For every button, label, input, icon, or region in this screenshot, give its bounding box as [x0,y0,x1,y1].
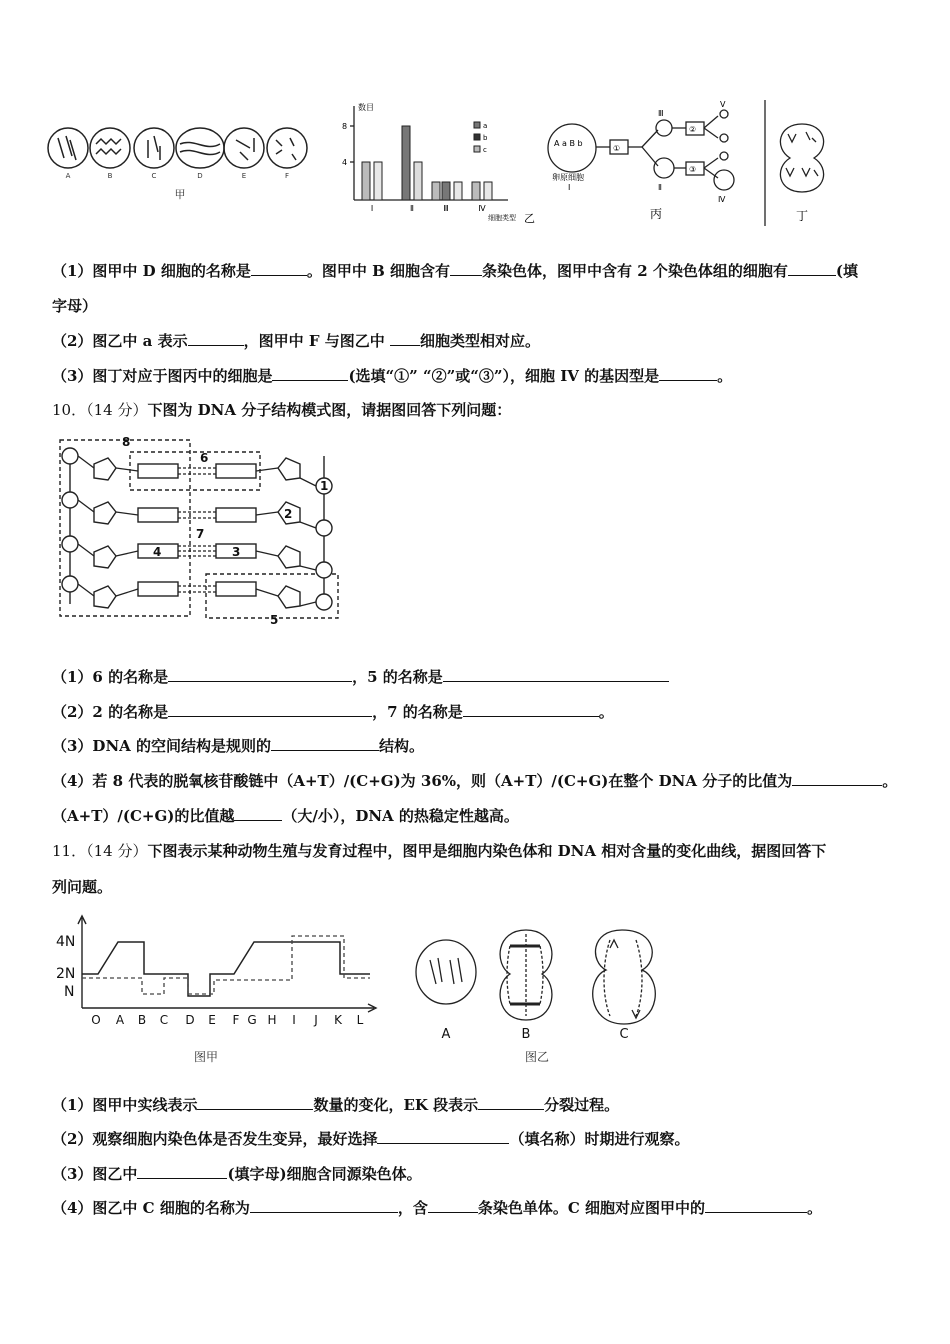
cell-letter: D [197,172,203,180]
bar [362,162,370,200]
q9-1-text: (填 [835,262,859,280]
cell-letter: B [107,172,113,180]
legend-swatch [474,134,480,140]
x-tick: D [185,1013,195,1027]
bar [442,182,450,200]
q10-4-text: （4）若 8 代表的脱氧核苷酸链中（A+T）/(C+G)为 36%，则（A+T）/(C+G)在整个 DNA 分子的比值为 [52,772,793,790]
answer-blank[interactable] [168,666,352,682]
q10-1-text: （1）6 的名称是 [52,668,169,686]
dashed-line-curve [82,936,370,994]
answer-blank[interactable] [168,701,372,717]
answer-blank[interactable] [463,701,599,717]
q11-heading-2 [52,876,910,898]
q9-1-text: （1）图甲中 D 细胞的名称是 [52,262,251,280]
q11-4-text: （4）图乙中 C 细胞的名称为 [52,1199,250,1217]
q11-2-text: （填名称）时期进行观察。 [509,1130,690,1148]
roman-label: Ⅰ [568,183,571,192]
figure-label-bing: 丙 [650,207,663,221]
q10-line-4 [52,770,910,792]
q11-1-text: 数量的变化，EK 段表示 [313,1096,479,1114]
question-stem: 列问题。 [52,878,113,896]
y-tick: N [64,984,75,1000]
q11-heading [52,840,910,862]
y-axis-label: 数目 [358,103,374,112]
dna-label-2: 2 [284,507,293,521]
dna-label-5: 5 [270,613,279,627]
x-tick: K [334,1013,342,1027]
x-tick: J [314,1013,318,1027]
cell-label-b: B [521,1027,531,1042]
q9-line-1b [52,295,910,317]
q10-line-3 [52,735,910,757]
legend-label: a [483,122,488,130]
answer-blank[interactable] [272,365,348,381]
q9-line-1 [52,260,910,282]
legend-swatch [474,122,480,128]
dna-label-1: 1 [320,479,329,493]
answer-blank[interactable] [659,365,717,381]
q10-3-text: （3）DNA 的空间结构是规则的 [52,737,272,755]
answer-blank[interactable] [788,260,836,276]
figure-bing-oogenesis [540,98,770,226]
answer-blank[interactable] [705,1197,807,1213]
answer-blank[interactable] [443,666,669,682]
q9-3-text: （3）图丁对应于图丙中的细胞是 [52,367,273,385]
x-tick: L [356,1013,364,1027]
solid-line-curve [82,942,370,996]
roman-label: Ⅲ [658,109,664,118]
question-number: 11．（14 分） [52,842,148,860]
q11-2-text: （2）观察细胞内染色体是否发生变异，最好选择 [52,1130,378,1148]
bar [484,182,492,200]
question-stem: 下图为 DNA 分子结构模式图，请据图回答下列问题： [147,401,512,419]
x-tick: B [137,1013,147,1027]
x-tick: A [115,1013,125,1027]
roman-label: Ⅳ [718,195,726,204]
q10-5-text: （大/小），DNA 的热稳定性越高。 [282,807,519,825]
cell-letter: C [151,172,157,180]
q11-line-2 [52,1128,910,1150]
q10-line-2 [52,701,910,723]
figure-yi-bar-chart [338,100,538,225]
q10-2-text: （2）2 的名称是 [52,703,169,721]
answer-blank[interactable] [450,260,482,276]
q9-1-text: 条染色体，图甲中含有 2 个染色体组的细胞有 [482,262,788,280]
q10-2-text: ，7 的名称是 [372,703,463,721]
q9-2-text: 细胞类型相对应。 [419,332,540,350]
x-tick: G [247,1013,257,1027]
q10-line-5 [52,805,910,827]
q10-5-text: （A+T）/(C+G)的比值越 [52,807,235,825]
dna-label-4: 4 [153,545,162,559]
x-tick: I [292,1013,296,1027]
x-tick: H [267,1013,277,1027]
answer-blank[interactable] [188,330,244,346]
y-tick: 4 [342,158,348,167]
dna-label-6: 6 [200,451,209,465]
x-tick: Ⅲ [443,204,449,213]
q10-3-text: 结构。 [379,737,425,755]
graph-caption: 图甲 [194,1050,219,1064]
q9-line-3 [52,365,910,387]
x-tick: F [232,1013,240,1027]
q9-3-text: (选填“①” “②”或“③”），细胞 IV 的基因型是 [348,367,660,385]
x-tick: C [159,1013,169,1027]
gene-label: A a B b [554,139,583,148]
question-stem: 下图表示某种动物生殖与发育过程中，图甲是细胞内染色体和 DNA 相对含量的变化曲线，据图回答下 [147,842,827,860]
figure-ding-cell [772,118,832,224]
answer-blank[interactable] [250,1197,398,1213]
answer-blank[interactable] [234,805,282,821]
q11-4-text: 。 [807,1199,823,1217]
legend-label: b [483,134,488,142]
q11-1-text: 分裂过程。 [544,1096,620,1114]
cell-name-label: 卵原细胞 [552,173,584,182]
legend-swatch [474,146,480,152]
figure-label-ding: 丁 [796,209,809,223]
bar [472,182,480,200]
bar [414,162,422,200]
q11-1-text: （1）图甲中实线表示 [52,1096,198,1114]
answer-blank[interactable] [792,770,882,786]
q10-4-text: 。 [882,772,898,790]
answer-blank[interactable] [137,1163,227,1179]
figure-dna-structure [56,434,356,628]
bar [432,182,440,200]
figure-label-jia: 甲 [174,188,186,201]
x-tick: Ⅱ [410,204,414,213]
y-tick: 8 [342,122,348,131]
q10-1-text: ，5 的名称是 [352,668,443,686]
figure-jia-cells [44,122,314,202]
cell-letter: F [284,172,290,180]
q9-line-2 [52,330,910,352]
x-tick: Ⅰ [370,204,374,213]
q9-2-text: ，图甲中 F 与图乙中 [243,332,390,350]
question-number: 10．（14 分） [52,401,148,419]
q11-3-text: (填字母)细胞含同源染色体。 [227,1165,422,1183]
q11-line-3 [52,1163,910,1185]
dna-label-7: 7 [196,527,205,541]
q9-1-text: 字母） [52,297,98,315]
answer-blank[interactable] [197,1094,313,1110]
step-label: ③ [689,165,697,174]
answer-blank[interactable] [390,330,420,346]
q9-3-text: 。 [717,367,733,385]
figure-yi-cells [410,920,680,1045]
cell-letter: A [65,172,71,180]
q11-line-1 [52,1094,910,1116]
cells-caption: 图乙 [525,1050,550,1064]
x-axis-label: 细胞类型 [488,214,516,222]
x-tick: E [208,1013,216,1027]
dna-label-3: 3 [232,545,241,559]
answer-blank[interactable] [377,1128,509,1144]
q9-1-text: 。图甲中 B 细胞含有 [306,262,451,280]
q10-heading [52,399,910,421]
answer-blank[interactable] [251,260,307,276]
roman-label: Ⅴ [720,100,726,109]
bar [454,182,462,200]
cell-letter: E [241,172,247,180]
q10-line-1 [52,666,910,688]
bar [374,162,382,200]
q11-line-4 [52,1197,910,1219]
cell-label-a: A [441,1027,451,1042]
y-tick: 4N [56,934,76,950]
cell-label-c: C [619,1027,629,1042]
dna-label-8: 8 [122,435,131,449]
answer-blank[interactable] [271,735,379,751]
q11-4-text: 条染色单体。C 细胞对应图甲中的 [477,1199,706,1217]
figure-label-yi: 乙 [524,212,535,225]
legend-label: c [483,146,487,154]
q9-2-text: （2）图乙中 a 表示 [52,332,188,350]
answer-blank[interactable] [428,1197,478,1213]
x-tick: Ⅳ [478,204,486,213]
x-tick: O [91,1013,101,1027]
q10-2-text: 。 [598,703,614,721]
bar [402,126,410,200]
answer-blank[interactable] [478,1094,544,1110]
y-tick: 2N [56,966,76,982]
step-label: ② [689,125,697,134]
q11-3-text: （3）图乙中 [52,1165,138,1183]
step-label: ① [613,144,621,153]
q11-4-text: ，含 [397,1199,428,1217]
roman-label: Ⅱ [658,183,662,192]
figure-jia-graph [54,912,384,1032]
